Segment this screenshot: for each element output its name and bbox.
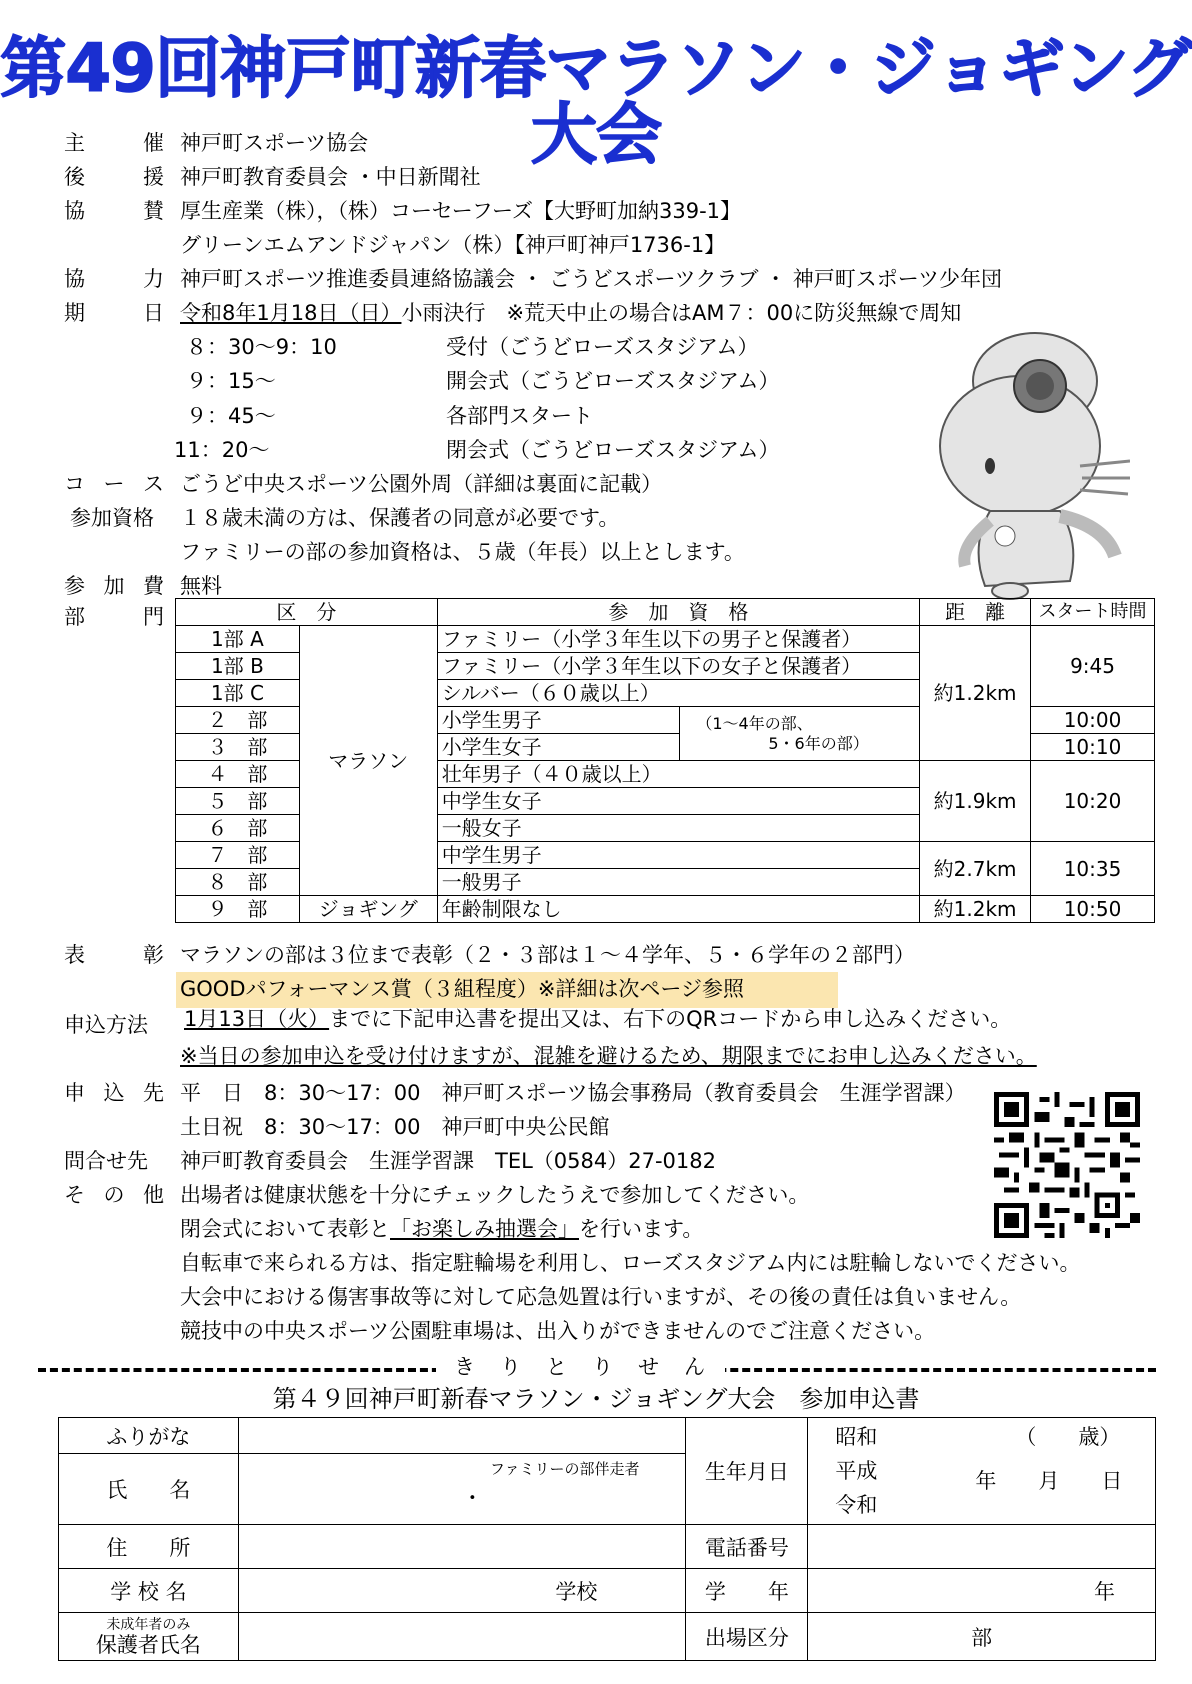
support: 神戸町教育委員会 ・中日新聞社 [180,165,481,189]
qual-cell: 年齢制限なし [437,896,919,923]
start-cell: 10:50 [1031,896,1155,923]
other-line-5: 競技中の中央スポーツ公園駐車場は、出入りができませんのでご注意ください。 [180,1319,936,1343]
page-title: 第49回神戸町新春マラソン・ジョギング大会 [0,30,1192,173]
form-row [59,1613,1156,1661]
form-row [59,1525,1156,1569]
furigana-field[interactable] [238,1418,686,1454]
part-cell: ９ 部 [176,896,300,923]
course: ごうど中央スポーツ公園外周（詳細は裏面に記載） [180,472,663,496]
distance-cell: 約2.7km [920,842,1031,896]
table-row [176,896,1155,923]
era-showa: 昭和 [835,1425,878,1449]
phone-label: 電話番号 [686,1525,808,1569]
birth-label: 生年月日 [686,1418,808,1525]
part-cell: ６ 部 [176,815,300,842]
mascot-illustration [930,326,1130,606]
distance-cell: 約1.2km [920,896,1031,923]
guardian-text: 保護者氏名 [95,1632,201,1657]
sponsor-2: グリーンエムアンドジャパン（株）【神戸町神戸1736-1】 [180,233,726,257]
apply-deadline: 1月13日（火） [184,1007,330,1031]
schedule-event: 閉会式（ごうどローズスタジアム） [446,438,780,462]
fee: 無料 [180,574,222,598]
family-note: ファミリーの部伴走者 [489,1460,640,1479]
phone-field[interactable] [808,1525,1156,1569]
school-field[interactable]: 学校 [238,1569,686,1613]
apply-to-2: 土日祝 8：30〜17：00 神戸町中央公民館 [180,1115,610,1139]
part-cell: 1部 B [176,653,300,680]
category-label: 出場区分 [686,1613,808,1661]
category-field[interactable]: 部 [808,1613,1156,1661]
part-cell: ４ 部 [176,761,300,788]
contact: 神戸町教育委員会 生涯学習課 TEL（0584）27-0182 [180,1149,716,1173]
support-label: 後 援 [64,165,164,189]
awards-label: 表 彰 [64,943,164,967]
guardian-field[interactable] [238,1613,686,1661]
qual-cell: 一般女子 [437,815,919,842]
header-distance: 距 離 [920,599,1031,626]
address-field[interactable] [238,1525,686,1569]
qual-cell: 壮年男子（４０歳以上） [437,761,919,788]
schedule-event: 開会式（ごうどローズスタジアム） [446,369,780,393]
contact-label: 問合せ先 [64,1149,148,1173]
header-start: スタート時間 [1031,599,1155,626]
qual-cell: 小学生男子 [437,707,680,734]
qual-cell: ファミリー（小学３年生以下の女子と保護者） [437,653,919,680]
ymd-field: 年 月 日 [975,1469,1123,1493]
qual-cell: 一般男子 [437,869,919,896]
qualification-1: １８歳未満の方は、保護者の同意が必要です。 [180,506,620,530]
header-qualification: 参 加 資 格 [437,599,919,626]
school-label: 学 校 名 [59,1569,239,1613]
fee-label: 参 加 費 [64,574,164,598]
sponsor-label: 協 賛 [64,199,164,223]
distance-cell: 約1.2km [920,626,1031,761]
qual-cell: シルバー（６０歳以上） [437,680,919,707]
birth-field[interactable] [808,1418,1156,1525]
part-cell: ７ 部 [176,842,300,869]
form-title: 第４９回神戸町新春マラソン・ジョギング大会 参加申込書 [272,1385,920,1413]
apply-line-1: 1月13日（火）までに下記申込書を提出又は、右下のQRコードから申し込みください。 [184,1007,1012,1031]
entry-form [58,1417,1156,1661]
qualification-label: 参加資格 [70,506,154,530]
minor-note: 未成年者のみ [106,1616,191,1633]
name-field[interactable] [238,1454,686,1525]
name-separator: ・ [461,1486,483,1511]
qr-code[interactable] [994,1092,1140,1238]
qual-cell: 中学生女子 [437,788,919,815]
form-row [59,1418,1156,1454]
part-cell: 1部 C [176,680,300,707]
furigana-label: ふりがな [59,1418,239,1454]
course-label: コ ー ス [64,472,164,496]
schedule-time: 11：20〜 [174,438,270,462]
organizer: 神戸町スポーツ協会 [180,131,369,155]
part-cell: ３ 部 [176,734,300,761]
table-header-row [176,599,1155,626]
date-label: 期 日 [64,301,164,325]
apply-to-1: 平 日 8：30〜17：00 神戸町スポーツ協会事務局（教育委員会 生涯学習課） [180,1081,966,1105]
other-line-4: 大会中における傷害事故等に対して応急処置は行いますが、その後の責任は負いません。 [180,1285,1022,1309]
qualification-2: ファミリーの部の参加資格は、５歳（年長）以上とします。 [180,540,745,564]
division-label: 部 門 [64,605,164,629]
schedule-time: ８：30〜9：10 [186,335,337,359]
schedule-time: ９：15〜 [186,369,276,393]
start-cell: 10:35 [1031,842,1155,896]
name-label: 氏 名 [59,1454,239,1525]
part-cell: ５ 部 [176,788,300,815]
form-row [59,1569,1156,1613]
qual-cell: 中学生男子 [437,842,919,869]
address-label: 住 所 [59,1525,239,1569]
grade-label: 学 年 [686,1569,808,1613]
sponsor-1: 厚生産業（株），（株）コーセーフーズ【大野町加納339-1】 [180,199,742,223]
start-cell: 10:10 [1031,734,1155,761]
age-field: （ 歳） [1015,1425,1121,1449]
grade-field[interactable]: 年 [808,1569,1156,1613]
part-cell: ２ 部 [176,707,300,734]
events-table [175,598,1155,923]
schedule-event: 受付（ごうどローズスタジアム） [446,335,759,359]
group-jogging: ジョギング [299,896,437,923]
event-date: 令和8年1月18日（日） [180,301,402,325]
part-cell: 1部 A [176,626,300,653]
awards-line-1: マラソンの部は３位まで表彰（２・３部は１〜４学年、５・６学年の２部門） [180,943,915,967]
distance-cell: 約1.9km [920,761,1031,842]
schedule-event: 各部門スタート [446,404,593,428]
date-line: 令和8年1月18日（日）小雨決行 ※荒天中止の場合はAM７：00に防災無線で周知 [180,301,962,325]
coop: 神戸町スポーツ推進委員連絡協議会 ・ ごうどスポーツクラブ ・ 神戸町スポーツ少年団 [180,267,1002,291]
apply-label: 申込方法 [64,1013,148,1037]
awards-line-2: GOODパフォーマンス賞（３組程度）※詳細は次ページ参照 [180,977,744,1001]
start-cell: 9:45 [1031,626,1155,707]
group-marathon: マラソン [299,626,437,896]
era-heisei: 平成 [835,1459,878,1483]
apply-to-label: 申 込 先 [64,1081,164,1105]
coop-label: 協 力 [64,267,164,291]
apply-line-2: ※当日の参加申込を受け付けますが、混雑を避けるため、期限までにお申し込みください。 [180,1044,1037,1068]
cut-label: き り と り せ ん [436,1352,725,1382]
start-cell: 10:00 [1031,707,1155,734]
other-line-2: 閉会式において表彰と「お楽しみ抽選会」を行います。 [180,1217,704,1241]
other-line-3: 自転車で来られる方は、指定駐輪場を利用し、ローズスタジアム内には駐輪しないでください。 [180,1251,1081,1275]
era-reiwa: 令和 [835,1493,878,1517]
header-division: 区 分 [176,599,438,626]
grade-note: （1〜4年の部、 5・6年の部） [680,707,920,761]
schedule-time: ９：45〜 [186,404,276,428]
other-line-1: 出場者は健康状態を十分にチェックしたうえで参加してください。 [180,1183,810,1207]
guardian-label [59,1613,239,1661]
qual-cell: ファミリー（小学３年生以下の男子と保護者） [437,626,919,653]
other-label: そ の 他 [64,1183,164,1207]
start-cell: 10:20 [1031,761,1155,842]
table-row [176,626,1155,653]
qual-cell: 小学生女子 [437,734,680,761]
part-cell: ８ 部 [176,869,300,896]
organizer-label: 主 催 [64,131,164,155]
